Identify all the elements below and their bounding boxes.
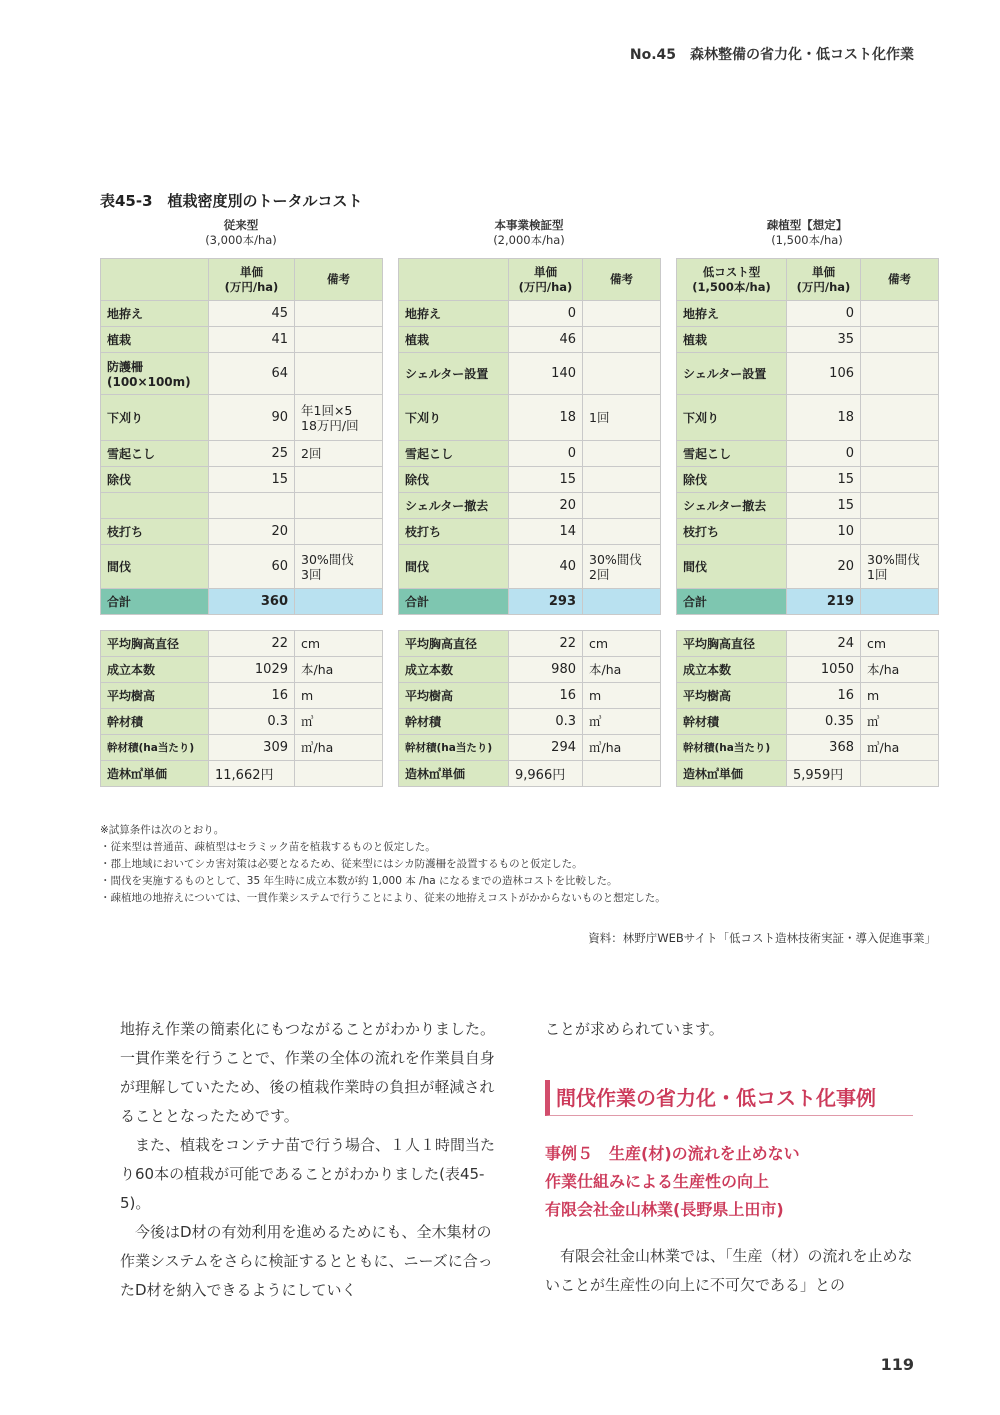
row-remark — [861, 441, 939, 467]
stat-row — [101, 735, 383, 761]
row-label: 下刈り — [101, 395, 209, 441]
row-remark: 1回 — [583, 395, 661, 441]
note-line: ・従来型は普通苗、疎植型はセラミック苗を植栽するものと仮定した。 — [100, 841, 436, 853]
row-label: 植栽 — [677, 327, 787, 353]
spacer-cell — [583, 615, 661, 631]
table-row — [399, 301, 661, 327]
stat-value: 22 — [209, 631, 295, 657]
stat-row — [677, 631, 939, 657]
body-right-paragraph — [545, 1242, 925, 1300]
stat-unit: 本/ha — [295, 657, 383, 683]
column-header: 単価 (万円/ha) — [509, 259, 583, 301]
case-title-line: 有限会社金山林業(長野県上田市) — [545, 1200, 784, 1219]
table-row — [101, 519, 383, 545]
row-remark — [861, 327, 939, 353]
table-row — [101, 301, 383, 327]
table-header-row — [677, 259, 939, 301]
stat-unit: ㎥ — [861, 709, 939, 735]
total-row — [399, 589, 661, 615]
stat-unit — [295, 761, 383, 787]
row-label: 枝打ち — [101, 519, 209, 545]
stat-label: 平均樹高 — [399, 683, 509, 709]
stat-label: 造林㎥単価 — [399, 761, 509, 787]
stat-value: 11,662円 — [209, 761, 295, 787]
section-heading-sub: (3,000本/ha) — [205, 233, 277, 247]
stat-value: 5,959円 — [787, 761, 861, 787]
row-value: 14 — [509, 519, 583, 545]
stat-row — [399, 657, 661, 683]
column-header: 備考 — [295, 259, 383, 301]
row-label: シェルター設置 — [677, 353, 787, 395]
cost-table-sparse — [676, 258, 939, 787]
stat-value: 16 — [209, 683, 295, 709]
spacer-cell — [509, 615, 583, 631]
row-value: 35 — [787, 327, 861, 353]
stat-row — [101, 631, 383, 657]
table-row — [101, 467, 383, 493]
table-row — [399, 467, 661, 493]
stat-unit: cm — [295, 631, 383, 657]
row-remark — [583, 301, 661, 327]
row-value: 40 — [509, 545, 583, 589]
row-remark — [861, 395, 939, 441]
table-row — [677, 441, 939, 467]
column-header: 低コスト型 (1,500本/ha) — [677, 259, 787, 301]
row-remark — [295, 493, 383, 519]
row-remark — [861, 301, 939, 327]
stat-unit: m — [295, 683, 383, 709]
row-value: 10 — [787, 519, 861, 545]
row-value: 60 — [209, 545, 295, 589]
table-row — [677, 519, 939, 545]
row-remark — [861, 519, 939, 545]
spacer-row — [677, 615, 939, 631]
section-heading-verification — [398, 218, 660, 248]
note-line: ・間伐を実施するものとして、35 年生時に成立本数が約 1,000 本 /ha になるまでの造林コストを比較した。 — [100, 875, 618, 887]
row-value: 90 — [209, 395, 295, 441]
stat-unit — [583, 761, 661, 787]
row-value: 15 — [787, 467, 861, 493]
body-right-column — [545, 1015, 925, 1044]
column-header — [399, 259, 509, 301]
stat-unit: m — [861, 683, 939, 709]
total-value: 293 — [509, 589, 583, 615]
stat-unit: ㎥/ha — [295, 735, 383, 761]
table-row — [101, 545, 383, 589]
spacer-cell — [209, 615, 295, 631]
spacer-cell — [787, 615, 861, 631]
stat-label: 平均胸高直径 — [677, 631, 787, 657]
stat-unit: cm — [583, 631, 661, 657]
paragraph: 今後はD材の有効利用を進めるためにも、全木集材の作業システムをさらに検証するとともに、ニーズに合ったD材を納入できるようにしていく — [120, 1223, 493, 1299]
stat-label: 成立本数 — [101, 657, 209, 683]
row-label: 植栽 — [399, 327, 509, 353]
row-value: 25 — [209, 441, 295, 467]
row-remark — [295, 467, 383, 493]
row-label: シェルター撤去 — [677, 493, 787, 519]
table-row — [399, 353, 661, 395]
row-label: 除伐 — [101, 467, 209, 493]
total-value: 219 — [787, 589, 861, 615]
row-remark: 30%間伐 2回 — [583, 545, 661, 589]
table-row — [101, 441, 383, 467]
row-label: 間伐 — [399, 545, 509, 589]
stat-row — [399, 761, 661, 787]
table-title: 表45-3 植栽密度別のトータルコスト — [100, 192, 363, 210]
page-number: 119 — [880, 1355, 914, 1374]
stat-label: 幹材積(ha当たり) — [399, 735, 509, 761]
stat-label: 平均胸高直径 — [101, 631, 209, 657]
stat-unit: ㎥/ha — [583, 735, 661, 761]
section-heading-text: 従来型 — [223, 218, 259, 232]
table-row — [399, 493, 661, 519]
table-row — [399, 519, 661, 545]
total-label: 合計 — [399, 589, 509, 615]
stat-value: 16 — [509, 683, 583, 709]
section-heading: 間伐作業の省力化・低コスト化事例 — [545, 1080, 913, 1116]
row-value: 46 — [509, 327, 583, 353]
stat-value: 24 — [787, 631, 861, 657]
table-row — [399, 327, 661, 353]
stat-unit: cm — [861, 631, 939, 657]
total-remark — [295, 589, 383, 615]
table-row — [677, 353, 939, 395]
stat-unit: 本/ha — [861, 657, 939, 683]
row-remark — [295, 353, 383, 395]
cost-table-verification — [398, 258, 661, 787]
note-line: ・疎植地の地拵えについては、一貫作業システムで行うことにより、従来の地拵えコストがかからないものと想定した。 — [100, 892, 666, 904]
row-remark — [861, 353, 939, 395]
row-value: 15 — [209, 467, 295, 493]
row-remark — [583, 353, 661, 395]
paragraph: また、植栽をコンテナ苗で行う場合、１人１時間当たり60本の植栽が可能であることがわかりました(表45-5)。 — [120, 1136, 496, 1212]
note-line: ※試算条件は次のとおり。 — [100, 824, 225, 836]
table-source: 資料：林野庁WEBサイト「低コスト造林技術実証・導入促進事業」 — [588, 931, 936, 945]
row-value: 15 — [509, 467, 583, 493]
table-row — [101, 395, 383, 441]
stat-value: 9,966円 — [509, 761, 583, 787]
stat-value: 309 — [209, 735, 295, 761]
row-value: 64 — [209, 353, 295, 395]
stat-row — [101, 761, 383, 787]
row-remark — [583, 467, 661, 493]
column-header: 備考 — [861, 259, 939, 301]
table-row — [677, 327, 939, 353]
table-row — [677, 395, 939, 441]
row-value — [209, 493, 295, 519]
section-heading-sub: (1,500本/ha) — [771, 233, 843, 247]
table-row — [101, 493, 383, 519]
row-label: 間伐 — [101, 545, 209, 589]
body-left-column — [120, 1015, 500, 1305]
section-heading-sub: (2,000本/ha) — [493, 233, 565, 247]
spacer-cell — [861, 615, 939, 631]
table-header-row — [399, 259, 661, 301]
row-value: 0 — [787, 441, 861, 467]
row-label: 除伐 — [677, 467, 787, 493]
spacer-cell — [101, 615, 209, 631]
stat-row — [399, 709, 661, 735]
row-label — [101, 493, 209, 519]
row-value: 106 — [787, 353, 861, 395]
stat-value: 1050 — [787, 657, 861, 683]
row-value: 45 — [209, 301, 295, 327]
paragraph-continuation: ことが求められています。 — [545, 1020, 724, 1038]
case-title-line: 作業仕組みによる生産性の向上 — [545, 1172, 770, 1191]
row-label: 枝打ち — [677, 519, 787, 545]
total-remark — [861, 589, 939, 615]
row-remark — [295, 301, 383, 327]
table-row — [399, 545, 661, 589]
table-row — [101, 353, 383, 395]
total-remark — [583, 589, 661, 615]
row-label: 枝打ち — [399, 519, 509, 545]
row-label: 地拵え — [677, 301, 787, 327]
row-label: 間伐 — [677, 545, 787, 589]
spacer-row — [101, 615, 383, 631]
table-row — [101, 327, 383, 353]
stat-label: 平均樹高 — [101, 683, 209, 709]
table-row — [677, 467, 939, 493]
total-label: 合計 — [677, 589, 787, 615]
row-remark — [861, 493, 939, 519]
table-row — [399, 395, 661, 441]
stat-label: 平均胸高直径 — [399, 631, 509, 657]
row-remark — [583, 519, 661, 545]
table-row — [677, 545, 939, 589]
row-label: 地拵え — [399, 301, 509, 327]
section-heading-text: 本事業検証型 — [494, 218, 564, 232]
row-remark: 2回 — [295, 441, 383, 467]
stat-label: 平均樹高 — [677, 683, 787, 709]
stat-label: 成立本数 — [399, 657, 509, 683]
section-heading-conventional — [100, 218, 382, 248]
spacer-cell — [399, 615, 509, 631]
stat-row — [677, 761, 939, 787]
stat-value: 368 — [787, 735, 861, 761]
row-remark — [295, 327, 383, 353]
total-value: 360 — [209, 589, 295, 615]
row-value: 18 — [787, 395, 861, 441]
row-label: 雪起こし — [399, 441, 509, 467]
cost-table-conventional — [100, 258, 383, 787]
row-remark — [583, 327, 661, 353]
column-header — [101, 259, 209, 301]
row-value: 15 — [787, 493, 861, 519]
stat-label: 造林㎥単価 — [677, 761, 787, 787]
table-header-row — [101, 259, 383, 301]
stat-unit: 本/ha — [583, 657, 661, 683]
table-row — [399, 441, 661, 467]
stat-unit — [861, 761, 939, 787]
column-header: 単価 (万円/ha) — [787, 259, 861, 301]
row-label: 下刈り — [399, 395, 509, 441]
row-label: 除伐 — [399, 467, 509, 493]
total-row — [101, 589, 383, 615]
stat-row — [101, 657, 383, 683]
stat-label: 幹材積(ha当たり) — [677, 735, 787, 761]
table-row — [677, 493, 939, 519]
stat-label: 幹材積 — [399, 709, 509, 735]
row-value: 0 — [509, 301, 583, 327]
stat-value: 294 — [509, 735, 583, 761]
row-label: シェルター撤去 — [399, 493, 509, 519]
section-heading-sparse — [676, 218, 938, 248]
stat-value: 0.35 — [787, 709, 861, 735]
stat-value: 16 — [787, 683, 861, 709]
stat-row — [101, 683, 383, 709]
case-title — [545, 1140, 800, 1224]
stat-row — [101, 709, 383, 735]
stat-row — [677, 657, 939, 683]
stat-unit: ㎥ — [295, 709, 383, 735]
stat-label: 幹材積 — [677, 709, 787, 735]
total-label: 合計 — [101, 589, 209, 615]
note-line: ・郡上地域においてシカ害対策は必要となるため、従来型にはシカ防護柵を設置するものと仮定した。 — [100, 858, 583, 870]
case-title-line: 事例５ 生産(材)の流れを止めない — [545, 1144, 800, 1163]
stat-row — [399, 735, 661, 761]
table-row — [677, 301, 939, 327]
row-label: 雪起こし — [677, 441, 787, 467]
row-value: 0 — [787, 301, 861, 327]
row-label: 下刈り — [677, 395, 787, 441]
paragraph: 有限会社金山林業では、「生産（材）の流れを止めないことが生産性の向上に不可欠である」との — [545, 1247, 913, 1294]
row-remark — [861, 467, 939, 493]
stat-label: 成立本数 — [677, 657, 787, 683]
stat-value: 0.3 — [509, 709, 583, 735]
row-remark: 年1回×5 18万円/回 — [295, 395, 383, 441]
row-label: 防護柵 (100×100m) — [101, 353, 209, 395]
row-remark — [583, 493, 661, 519]
column-header: 単価 (万円/ha) — [209, 259, 295, 301]
row-remark — [295, 519, 383, 545]
stat-row — [677, 709, 939, 735]
spacer-cell — [677, 615, 787, 631]
column-header: 備考 — [583, 259, 661, 301]
table-notes — [100, 822, 666, 907]
stat-value: 980 — [509, 657, 583, 683]
row-value: 0 — [509, 441, 583, 467]
running-header: No.45 森林整備の省力化・低コスト化作業 — [629, 47, 914, 63]
stat-label: 造林㎥単価 — [101, 761, 209, 787]
stat-unit: ㎥/ha — [861, 735, 939, 761]
row-label: シェルター設置 — [399, 353, 509, 395]
section-heading-text: 疎植型【想定】 — [766, 218, 848, 232]
stat-row — [399, 631, 661, 657]
stat-value: 1029 — [209, 657, 295, 683]
row-remark: 30%間伐 1回 — [861, 545, 939, 589]
stat-value: 0.3 — [209, 709, 295, 735]
total-row — [677, 589, 939, 615]
row-label: 雪起こし — [101, 441, 209, 467]
row-remark: 30%間伐 3回 — [295, 545, 383, 589]
row-label: 地拵え — [101, 301, 209, 327]
paragraph: 地拵え作業の簡素化にもつながることがわかりました。一貫作業を行うことで、作業の全体の流れを作業員自身が理解していたため、後の植栽作業時の負担が軽減されることとなったためです。 — [120, 1020, 496, 1125]
stat-label: 幹材積 — [101, 709, 209, 735]
row-label: 植栽 — [101, 327, 209, 353]
spacer-cell — [295, 615, 383, 631]
row-remark — [583, 441, 661, 467]
stat-row — [399, 683, 661, 709]
row-value: 41 — [209, 327, 295, 353]
row-value: 140 — [509, 353, 583, 395]
row-value: 20 — [787, 545, 861, 589]
stat-label: 幹材積(ha当たり) — [101, 735, 209, 761]
row-value: 18 — [509, 395, 583, 441]
row-value: 20 — [509, 493, 583, 519]
spacer-row — [399, 615, 661, 631]
stat-row — [677, 735, 939, 761]
stat-unit: ㎥ — [583, 709, 661, 735]
stat-unit: m — [583, 683, 661, 709]
row-value: 20 — [209, 519, 295, 545]
stat-value: 22 — [509, 631, 583, 657]
stat-row — [677, 683, 939, 709]
